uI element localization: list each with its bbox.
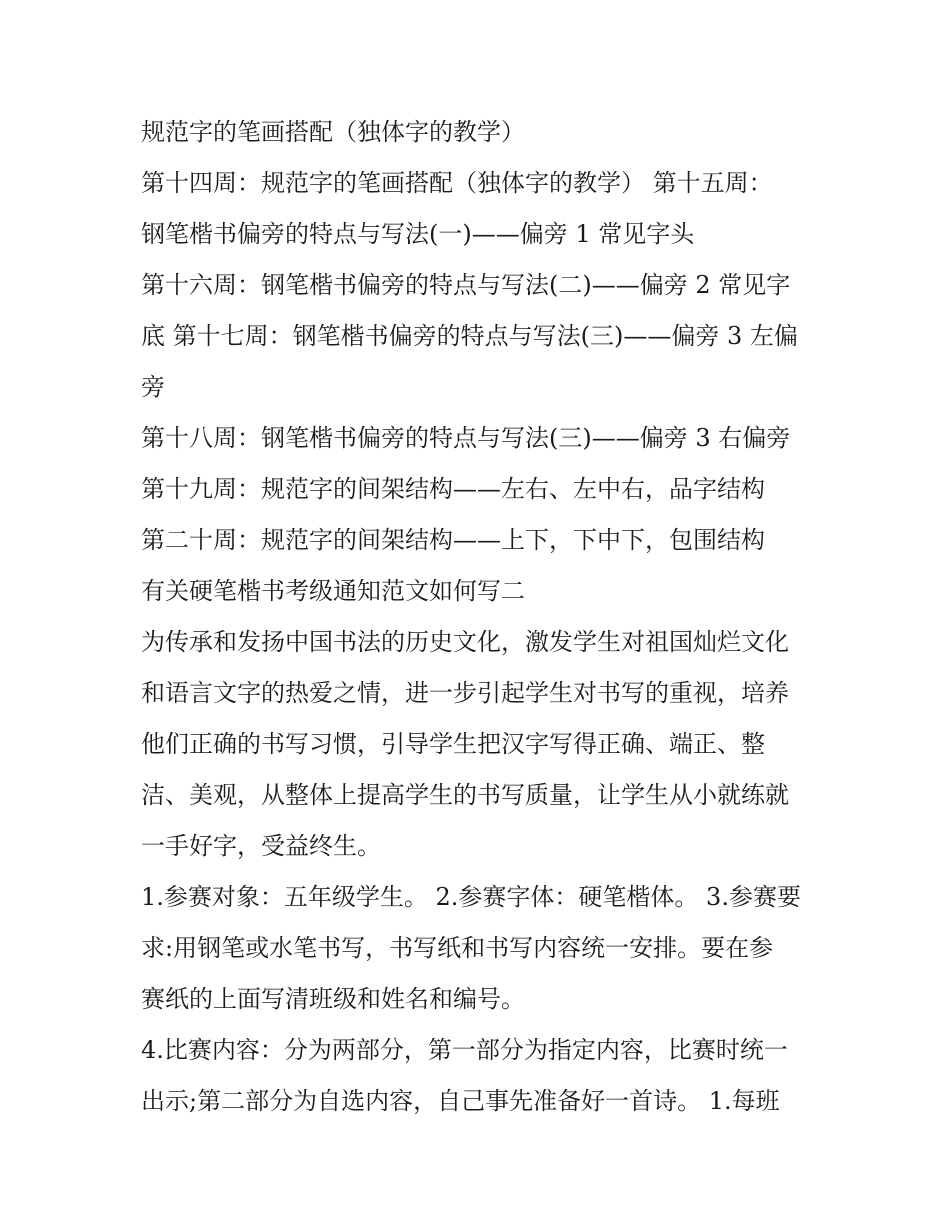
text-line: 出示;第二部分为自选内容，自己事先准备好一首诗。 1.每班 bbox=[141, 1087, 780, 1115]
text-line: 4.比赛内容：分为两部分，第一部分为指定内容，比赛时统一 bbox=[141, 1036, 788, 1064]
text-line: 一手好字，受益终生。 bbox=[141, 832, 381, 860]
text-line: 第十八周：钢笔楷书偏旁的特点与写法(三)——偏旁 3 右偏旁 bbox=[141, 424, 791, 452]
text-line: 第二十周：规范字的间架结构——上下，下中下，包围结构 bbox=[141, 526, 765, 554]
text-line: 赛纸的上面写清班级和姓名和编号。 bbox=[141, 985, 525, 1013]
text-line: 洁、美观，从整体上提高学生的书写质量，让学生从小就练就 bbox=[141, 781, 789, 809]
text-line: 规范字的笔画搭配（独体字的教学） bbox=[141, 118, 525, 146]
text-line: 旁 bbox=[141, 373, 165, 401]
text-line: 第十四周：规范字的笔画搭配（独体字的教学） 第十五周： bbox=[141, 169, 773, 197]
text-line: 和语言文字的热爱之情，进一步引起学生对书写的重视，培养 bbox=[141, 679, 789, 707]
text-line: 求:用钢笔或水笔书写，书写纸和书写内容统一安排。要在参 bbox=[141, 934, 774, 962]
text-line: 第十九周：规范字的间架结构——左右、左中右，品字结构 bbox=[141, 475, 765, 503]
text-line: 1.参赛对象：五年级学生。 2.参赛字体：硬笔楷体。 3.参赛要 bbox=[141, 883, 801, 911]
section-heading: 有关硬笔楷书考级通知范文如何写二 bbox=[141, 577, 525, 605]
text-line: 底 第十七周：钢笔楷书偏旁的特点与写法(三)——偏旁 3 左偏 bbox=[141, 322, 798, 350]
document-body bbox=[141, 107, 813, 1127]
text-line: 第十六周：钢笔楷书偏旁的特点与写法(二)——偏旁 2 常见字 bbox=[141, 271, 791, 299]
text-line: 钢笔楷书偏旁的特点与写法(一)——偏旁 1 常见字头 bbox=[141, 220, 695, 248]
text-line: 他们正确的书写习惯，引导学生把汉字写得正确、端正、整 bbox=[141, 730, 765, 758]
text-line: 为传承和发扬中国书法的历史文化，激发学生对祖国灿烂文化 bbox=[141, 628, 789, 656]
